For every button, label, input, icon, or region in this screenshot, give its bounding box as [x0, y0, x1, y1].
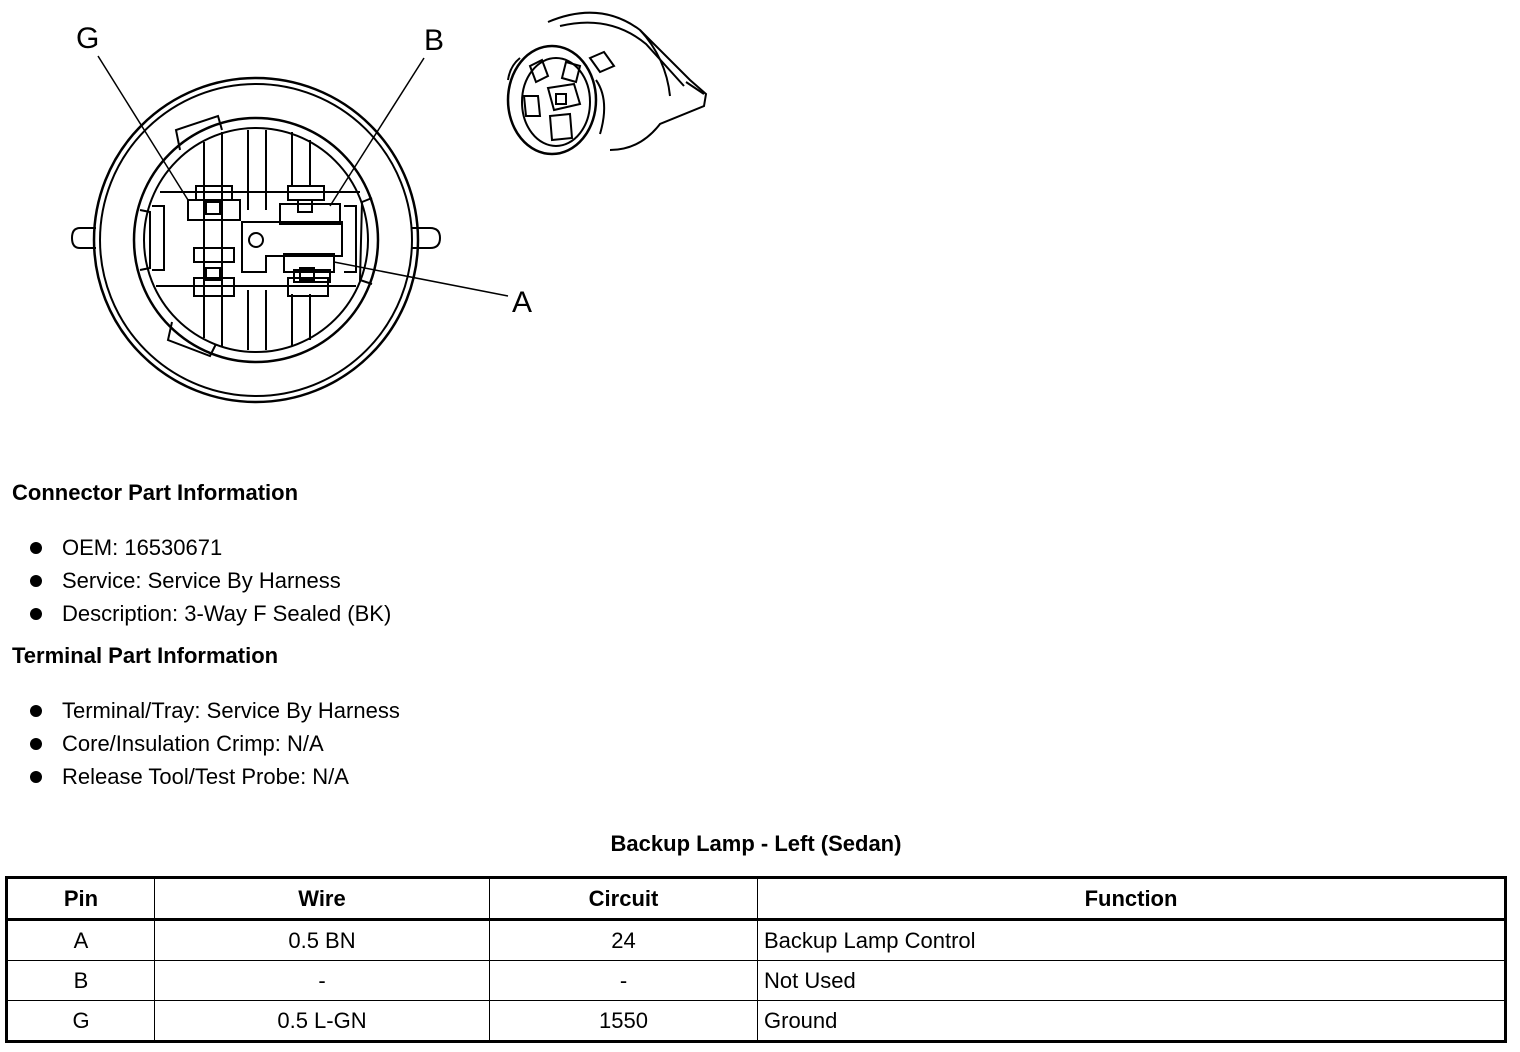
cell-pin: A — [7, 920, 155, 961]
connector-info-heading: Connector Part Information — [12, 480, 299, 505]
cell-wire: - — [155, 961, 490, 1001]
cell-function: Ground — [758, 1001, 1506, 1042]
cell-circuit: 1550 — [490, 1001, 758, 1042]
cell-function: Not Used — [758, 961, 1506, 1001]
list-item: Service: Service By Harness — [28, 564, 391, 597]
connector-info-list — [28, 531, 391, 630]
table-row — [7, 920, 1506, 961]
cell-wire: 0.5 L-GN — [155, 1001, 490, 1042]
cell-wire: 0.5 BN — [155, 920, 490, 961]
pin-label-g: G — [76, 22, 100, 55]
list-item: Release Tool/Test Probe: N/A — [28, 760, 400, 793]
cell-pin: G — [7, 1001, 155, 1042]
connector-3d-illustration — [508, 13, 706, 154]
connector-face-diagram — [0, 0, 720, 420]
list-item: Terminal/Tray: Service By Harness — [28, 694, 400, 727]
cell-circuit: 24 — [490, 920, 758, 961]
table-row — [7, 961, 1506, 1001]
table-header-row — [7, 878, 1506, 920]
column-header-circuit: Circuit — [490, 878, 758, 920]
list-item: Core/Insulation Crimp: N/A — [28, 727, 400, 760]
pin-label-b: B — [424, 24, 445, 57]
terminal-info-heading: Terminal Part Information — [12, 643, 279, 668]
column-header-pin: Pin — [7, 878, 155, 920]
table-row — [7, 1001, 1506, 1042]
cell-circuit: - — [490, 961, 758, 1001]
pinout-table — [5, 876, 1507, 1043]
column-header-function: Function — [758, 878, 1506, 920]
terminal-info-list — [28, 694, 400, 793]
cell-function: Backup Lamp Control — [758, 920, 1506, 961]
cell-pin: B — [7, 961, 155, 1001]
pin-label-a: A — [512, 286, 533, 319]
column-header-wire: Wire — [155, 878, 490, 920]
table-title: Backup Lamp - Left (Sedan) — [610, 831, 902, 856]
list-item: OEM: 16530671 — [28, 531, 391, 564]
list-item: Description: 3-Way F Sealed (BK) — [28, 597, 391, 630]
